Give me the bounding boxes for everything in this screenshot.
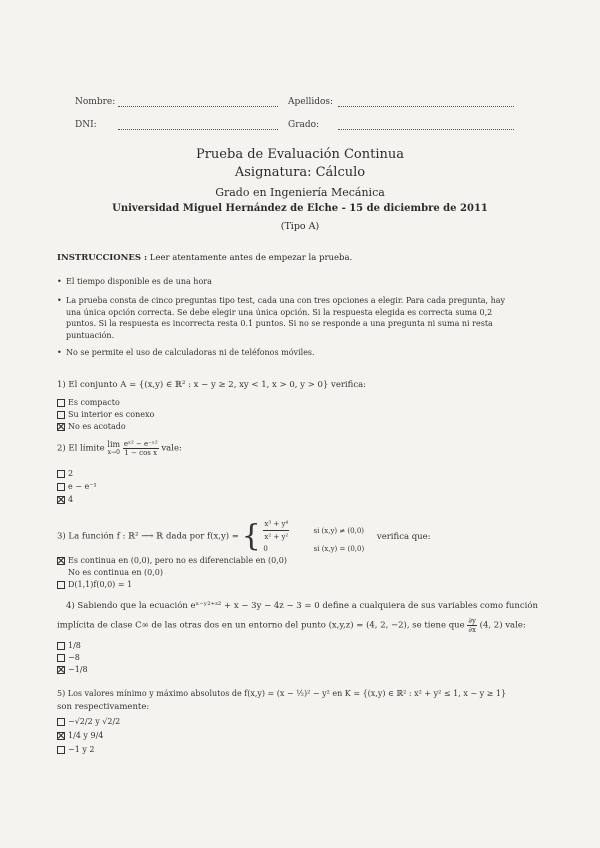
checked-box-icon[interactable] xyxy=(57,666,65,674)
question-3-option-b[interactable]: No es continua en (0,0) xyxy=(57,568,163,577)
university-date: Universidad Miguel Hernández de Elche - 15 de diciembre de 2011 xyxy=(112,203,488,214)
checkbox-icon[interactable] xyxy=(57,483,65,491)
question-5-option-c[interactable]: −1 y 2 xyxy=(57,745,95,754)
question-5-line-1: 5) Los valores mínimo y máximo absolutos de f(x,y) = (x − ½)² − y² en K = {(x,y) ∈ ℝ² : x² + y² ≤ 1, x − y ≥ 1} xyxy=(57,689,507,698)
partial-derivative: $\frac{\partial y}{\partial x}$ xyxy=(468,617,476,634)
subject-title: Asignatura: Cálculo xyxy=(234,165,366,180)
checkbox-icon[interactable] xyxy=(57,411,65,419)
nombre-label: Nombre: xyxy=(75,97,116,107)
instruction-item: No se permite el uso de calculadoras ni de teléfonos móviles. xyxy=(66,348,315,357)
checkbox-icon[interactable] xyxy=(57,569,65,577)
checkbox-icon[interactable] xyxy=(57,581,65,589)
question-5-line-2: son respectivamente: xyxy=(57,702,150,712)
instruction-item: El tiempo disponible es de una hora xyxy=(66,277,212,286)
checkbox-icon[interactable] xyxy=(57,746,65,754)
checked-box-icon[interactable] xyxy=(57,732,65,740)
checked-box-icon[interactable] xyxy=(57,496,65,504)
grado-field[interactable] xyxy=(338,121,514,130)
question-2-option-b[interactable]: e − e⁻¹ xyxy=(57,482,97,491)
instruction-item: La prueba consta de cinco preguntas tipo test, cada una con tres opciones a elegir. Para cada pregunta, hay una única opción correcta. Se debe elegir una única opción. Si la respuesta elegida es correcta suma 0,2 puntos. Si la respuesta es incorrecta resta 0.1 puntos. Si no se responde a una pregunta ni suma ni resta puntuación. xyxy=(66,296,506,340)
question-3-option-a[interactable]: Es continua en (0,0), pero no es diferenciable en (0,0) xyxy=(57,556,287,565)
question-1-option-c[interactable]: No es acotado xyxy=(57,422,126,431)
question-1-option-b[interactable]: Su interior es conexo xyxy=(57,410,154,419)
checkbox-icon[interactable] xyxy=(57,399,65,407)
question-4-option-b[interactable]: −8 xyxy=(57,653,80,662)
question-2-stem: 2) El límite lim x→0 $\frac{\text{eˣ² − e⁻ˣ²}}{\text{1 − cos x}}$ vale: xyxy=(57,439,182,457)
bullet-dot: • xyxy=(57,296,62,305)
question-4-line-1: 4) Sabiendo que la ecuación eˣ⁻ʸ²⁺ᶻ² + x − 3y − 4z − 3 = 0 define a cualquiera de sus variables como función xyxy=(66,601,538,611)
checkbox-icon[interactable] xyxy=(57,470,65,478)
exam-title: Prueba de Evaluación Continua xyxy=(195,147,405,162)
exam-type: (Tipo A) xyxy=(280,221,320,232)
piecewise-cases: $\frac{\text{x³ + y⁴}}{\text{x² + y²}}$ si (x,y) ≠ (0,0) 0 si (x,y) = (0,0) xyxy=(263,520,365,553)
instructions-intro: Leer atentamente antes de empezar la prueba. xyxy=(149,253,353,263)
bullet-dot: • xyxy=(57,348,62,357)
question-4-option-c[interactable]: −1/8 xyxy=(57,665,88,674)
grado-label: Grado: xyxy=(288,120,320,130)
degree-title: Grado en Ingeniería Mecánica xyxy=(215,186,385,199)
checked-box-icon[interactable] xyxy=(57,423,65,431)
question-1-option-a[interactable]: Es compacto xyxy=(57,398,120,407)
question-5-option-b[interactable]: 1/4 y 9/4 xyxy=(57,731,103,740)
dni-field[interactable] xyxy=(118,121,278,130)
question-2-option-c[interactable]: 4 xyxy=(57,495,73,504)
dni-label: DNI: xyxy=(75,120,97,130)
checked-box-icon[interactable] xyxy=(57,557,65,565)
apellidos-label: Apellidos: xyxy=(288,97,334,107)
limit-fraction: $\frac{\text{eˣ² − e⁻ˣ²}}{\text{1 − cos x}}$ xyxy=(123,440,158,457)
question-2-option-a[interactable]: 2 xyxy=(57,469,73,478)
bullet-dot: • xyxy=(57,277,62,286)
instructions-heading: INSTRUCCIONES : xyxy=(57,253,148,263)
nombre-field[interactable] xyxy=(118,98,278,107)
instructions-header xyxy=(57,253,352,263)
left-brace: { xyxy=(241,518,261,554)
case-fraction: $\frac{\text{x³ + y⁴}}{\text{x² + y²}}$ xyxy=(264,520,289,541)
checkbox-icon[interactable] xyxy=(57,718,65,726)
question-4-line-2: implícita de clase C∞ de las otras dos en un entorno del punto (x,y,z) = (4, 2, −2), se tiene que $\frac{\partial y}{\partial x}$ (4, 2) vale: xyxy=(57,617,526,634)
question-1-stem: 1) El conjunto A = {(x,y) ∈ ℝ² : x − y ≥ 2, xy < 1, x > 0, y > 0} verifica: xyxy=(57,380,367,390)
checkbox-icon[interactable] xyxy=(57,654,65,662)
question-3-stem: 3) La función f : ℝ² ⟶ ℝ dada por f(x,y) = { $\frac{\text{x³ + y⁴}}{\text{x² + y²}}$ si (x,y) ≠ (0,0) 0 si (x,y) = (0,0) verifica que: xyxy=(57,518,431,554)
apellidos-field[interactable] xyxy=(338,98,514,107)
question-4-option-a[interactable]: 1/8 xyxy=(57,641,81,650)
limit-operator: lim x→0 xyxy=(107,439,121,456)
checkbox-icon[interactable] xyxy=(57,642,65,650)
question-3-option-c[interactable]: D(1,1)f(0,0) = 1 xyxy=(57,580,132,589)
question-5-option-a[interactable]: −√2/2 y √2/2 xyxy=(57,717,120,726)
